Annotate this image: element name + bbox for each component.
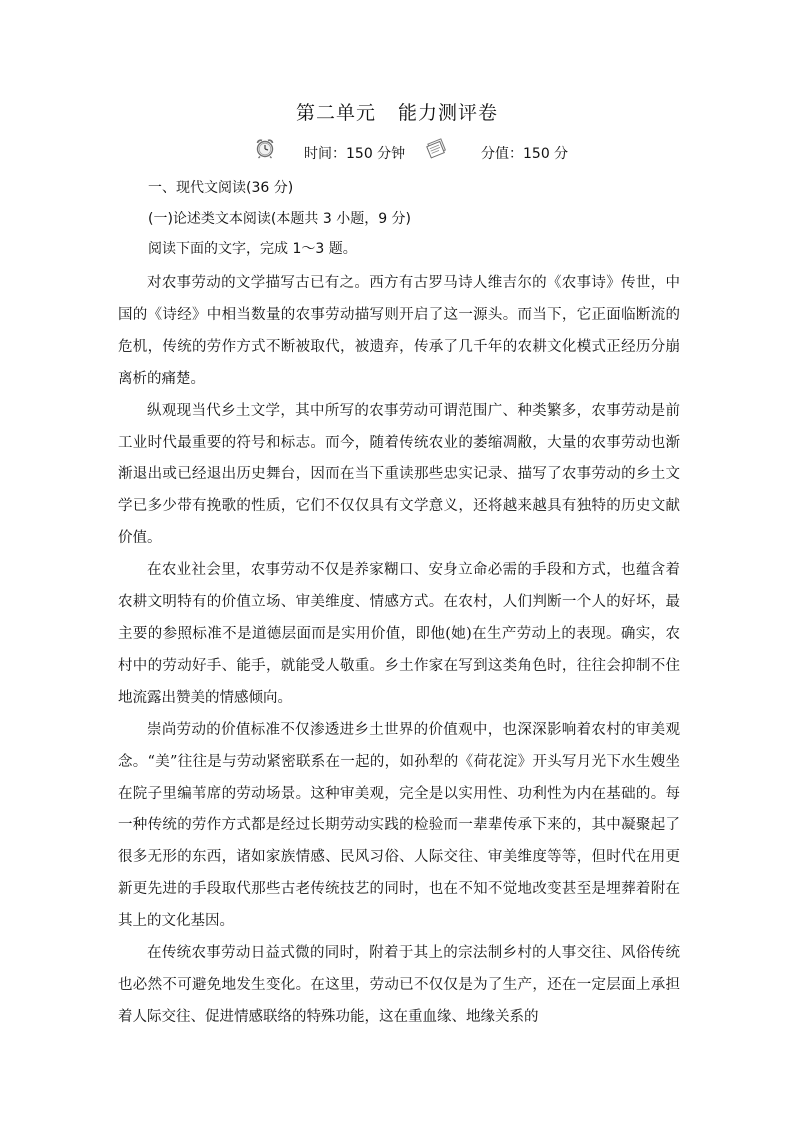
alarm-clock-icon <box>254 137 276 159</box>
passage-paragraph: 纵观现当代乡土文学，其中所写的农事劳动可谓范围广、种类繁多，农事劳动是前工业时代最重要的符号和标志。而今，随着传统农业的萎缩凋敝，大量的农事劳动也渐渐退出或已经退出历史舞台，因而在当下重读那些忠实记录、描写了农事劳动的乡土文学已多少带有挽歌的性质，它们不仅仅具有文学意义，还将越来越具有独特的历史文献价值。 <box>118 402 680 547</box>
exam-time: 时间：150 分钟 <box>304 146 406 162</box>
section-subheading: (一)论述类文本阅读(本题共 3 小题，9 分) <box>148 211 412 227</box>
reading-passage <box>118 268 680 1034</box>
passage-paragraph: 崇尚劳动的价值标准不仅渗透进乡土世界的价值观中，也深深影响着农村的审美观念。“美”往往是与劳动紧密联系在一起的，如孙犁的《荷花淀》开头写月光下水生嫂坐在院子里编苇席的劳动场景。这种审美观，完全是以实用性、功利性为内在基础的。每一种传统的劳作方式都是经过长期劳动实践的检验而一辈辈传承下来的，其中凝聚起了很多无形的东西，诸如家族情感、民风习俗、人际交往、审美维度等等，但时代在用更新更先进的手段取代那些古老传统技艺的同时，也在不知不觉地改变甚至是埋葬着附在其上的文化基因。 <box>118 721 680 930</box>
passage-paragraph: 对农事劳动的文学描写古已有之。西方有古罗马诗人维吉尔的《农事诗》传世，中国的《诗经》中相当数量的农事劳动描写则开启了这一源头。而当下，它正面临断流的危机，传统的劳作方式不断被取代，被遗弃，传承了几千年的农耕文化模式正经历分崩离析的痛楚。 <box>118 275 680 387</box>
unit-label: 第二单元 <box>295 102 376 124</box>
section-heading: 一、现代文阅读(36 分) <box>148 180 294 196</box>
passage-paragraph: 在传统农事劳动日益式微的同时，附着于其上的宗法制乡村的人事交往、风俗传统也必然不可避免地发生变化。在这里，劳动已不仅仅是为了生产，还在一定层面上承担着人际交往、促进情感联络的特殊功能，这在重血缘、地缘关系的 <box>118 945 680 1025</box>
passage-paragraph: 在农业社会里，农事劳动不仅是养家糊口、安身立命必需的手段和方式，也蕴含着农耕文明特有的价值立场、审美维度、情感方式。在农村，人们判断一个人的好坏，最主要的参照标准不是道德层面而是实用价值，即他(她)在生产劳动上的表现。确实，农村中的劳动好手、能手，就能受人敬重。乡土作家在写到这类角色时，往往会抑制不住地流露出赞美的情感倾向。 <box>118 562 680 706</box>
exam-title: 能力测评卷 <box>398 102 499 124</box>
paper-stack-icon <box>425 137 449 159</box>
reading-instruction: 阅读下面的文字，完成 1～3 题。 <box>148 241 357 257</box>
exam-score: 分值：150 分 <box>481 146 569 162</box>
exam-meta <box>0 137 794 167</box>
page-title <box>0 98 794 125</box>
